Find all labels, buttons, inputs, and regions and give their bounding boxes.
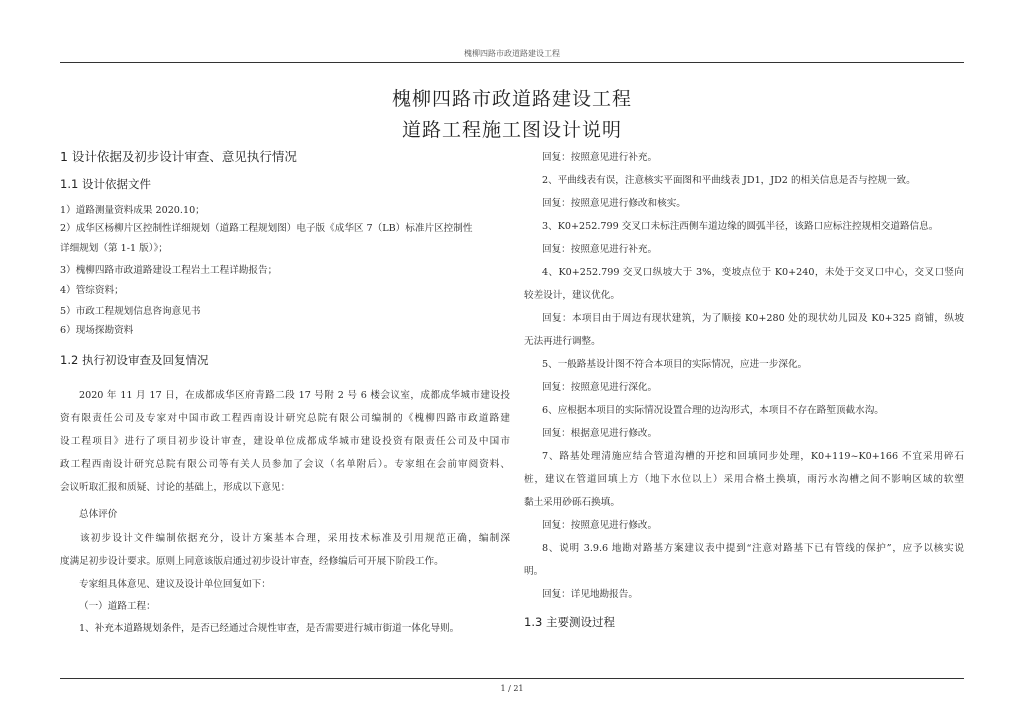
reply-line: 回复：本项目由于周边有现状建筑，为了顺接 K0+280 处的现状幼儿园及 K0+325 商铺，纵坡 xyxy=(542,313,964,324)
expert-intro: 专家组具体意见、建议及设计单位回复如下： xyxy=(79,579,271,590)
reply-line: 回复：按照意见进行修改。 xyxy=(542,520,658,531)
reply-line: 回复：详见地勘报告。 xyxy=(542,589,638,600)
reply-line: 回复：按照意见进行补充。 xyxy=(542,152,658,163)
page-number: 1 / 21 xyxy=(500,684,524,693)
review-item-line: 桩，建议在管道回填上方（地下水位以上）采用合格土换填，雨污水沟槽之间不影响区域的软塑 xyxy=(524,474,964,485)
document-title: 槐柳四路市政道路建设工程 xyxy=(391,88,632,110)
road-engineering-label: （一）道路工程： xyxy=(79,601,156,612)
review-item-line: 明。 xyxy=(524,566,544,577)
review-item-line: 较差设计，建议优化。 xyxy=(524,290,620,301)
basis-item: 6）现场探勘资料 xyxy=(60,325,134,336)
basis-item: 详细规划（第 1-1 版）》； xyxy=(60,243,168,254)
reply-line: 回复：根据意见进行修改。 xyxy=(542,428,658,439)
section-heading-1-2: 1.2 执行初设审查及回复情况 xyxy=(60,353,209,367)
reply-line: 无法再进行调整。 xyxy=(524,336,601,347)
section-heading-1: 1 设计依据及初步设计审查、意见执行情况 xyxy=(60,149,297,164)
document-subtitle: 道路工程施工图设计说明 xyxy=(401,119,622,141)
reply-line: 回复：按照意见进行补充。 xyxy=(542,244,658,255)
basis-item: 2）成华区杨柳片区控制性详细规划（道路工程规划图）电子版《成华区 7（LB）标准片区控制性 xyxy=(60,223,473,234)
overall-evaluation-label: 总体评价 xyxy=(79,509,118,520)
review-item-1: 1、补充本道路规划条件，是否已经通过合规性审查，是否需要进行城市街道一体化导则。 xyxy=(79,623,460,634)
review-item-line: 2、平曲线表有误，注意核实平面图和平曲线表 JD1，JD2 的相关信息是否与控规一致。 xyxy=(542,175,916,186)
overall-evaluation-line: 度满足初步设计要求。原则上同意该版启通过初步设计审查，经修编后可开展下阶段工作。 xyxy=(60,556,444,567)
reply-line: 回复：按照意见进行修改和核实。 xyxy=(542,198,686,209)
running-header: 槐柳四路市政道路建设工程 xyxy=(464,49,560,58)
basis-item: 5）市政工程规划信息咨询意见书 xyxy=(60,306,201,317)
review-item-line: 黏土采用砂砾石换填。 xyxy=(524,497,620,508)
review-item-line: 7、路基处理清施应结合管道沟槽的开挖和回填同步处理，K0+119~K0+166 不宜采用碎石 xyxy=(542,451,964,462)
section-heading-1-1: 1.1 设计依据文件 xyxy=(60,177,151,191)
meeting-paragraph-line: 设工程项目》进行了项目初步设计审查，建设单位成都成华城市建设投资有限责任公司及中国市 xyxy=(60,436,510,447)
basis-item: 4）管综资料； xyxy=(60,285,124,296)
overall-evaluation-line: 该初步设计文件编制依据充分，设计方案基本合理，采用技术标准及引用规范正确，编制深 xyxy=(80,533,510,544)
section-heading-1-3: 1.3 主要测设过程 xyxy=(524,615,615,629)
basis-item: 3）槐柳四路市政道路建设工程岩土工程详勘报告； xyxy=(60,265,278,276)
footer-divider xyxy=(60,678,964,679)
basis-item: 1）道路测量资料成果 2020.10； xyxy=(60,205,205,216)
review-item-line: 5、一般路基设计图不符合本项目的实际情况，应进一步深化。 xyxy=(542,359,808,370)
header-divider xyxy=(60,62,964,63)
review-item-line: 8、说明 3.9.6 地勘对路基方案建议表中提到“注意对路基下已有管线的保护”，应予以核实说 xyxy=(542,543,964,554)
meeting-paragraph-line: 政工程西南设计研究总院有限公司等有关人员参加了会议（名单附后）。专家组在会前审阅资料、 xyxy=(60,459,510,470)
meeting-paragraph-line: 会议听取汇报和质疑、讨论的基础上，形成以下意见： xyxy=(60,482,291,493)
review-item-line: 6、应根据本项目的实际情况设置合理的边沟形式，本项目不存在路堑顶截水沟。 xyxy=(542,405,884,416)
reply-line: 回复：按照意见进行深化。 xyxy=(542,382,658,393)
review-item-line: 4、K0+252.799 交叉口纵坡大于 3%，变坡点位于 K0+240，未处于交叉口中心，交叉口竖向 xyxy=(542,267,964,278)
review-item-line: 3、K0+252.799 交叉口未标注西侧车道边缘的圆弧半径，该路口应标注控规相交道路信息。 xyxy=(542,221,939,232)
meeting-paragraph-line: 2020 年 11 月 17 日，在成都成华区府青路二段 17 号附 2 号 6 楼会议室，成都成华城市建设投 xyxy=(79,390,510,401)
meeting-paragraph-line: 资有限责任公司及专家对中国市政工程西南设计研究总院有限公司编制的《槐柳四路市政道路建 xyxy=(60,413,510,424)
